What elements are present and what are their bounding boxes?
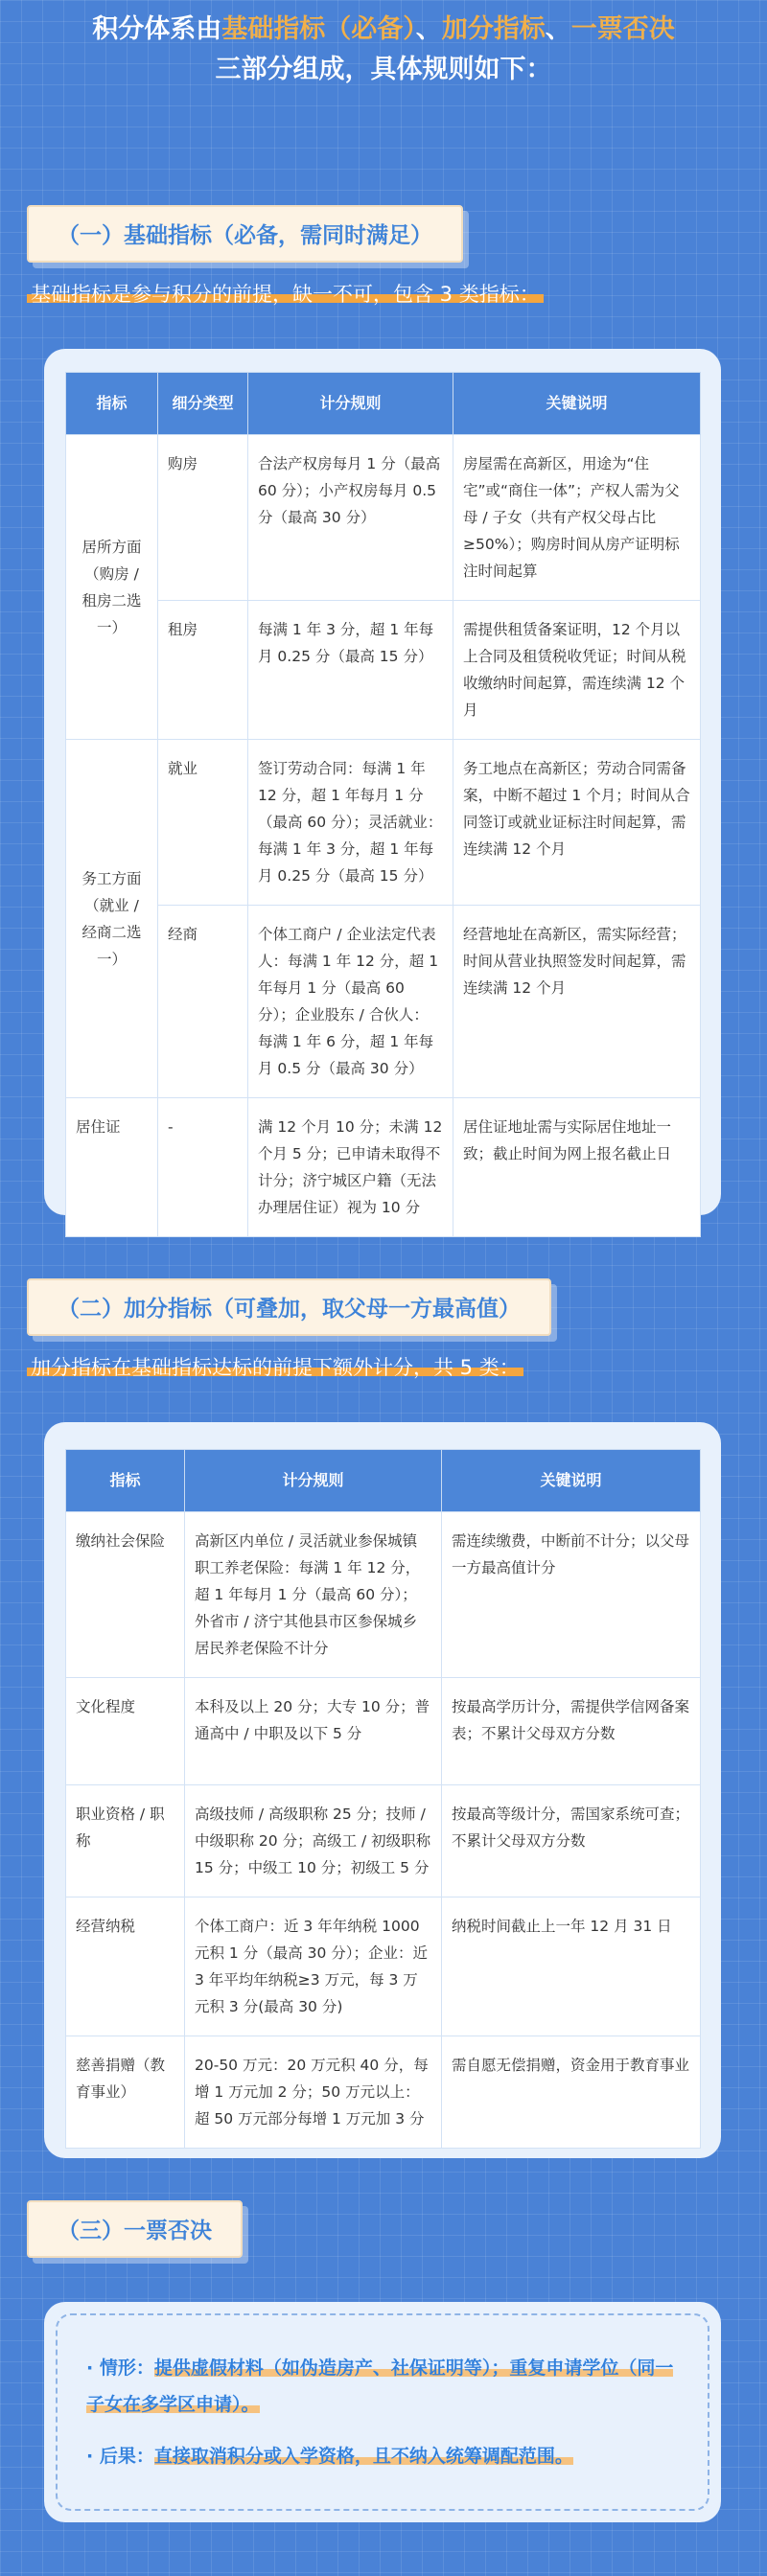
table1-header: 关键说明: [453, 373, 701, 435]
rule-cell: 合法产权房每月 1 分（最高 60 分）；小产权房每月 0.5 分（最高 30 分）: [248, 435, 453, 601]
rule-cell: 每满 1 年 3 分，超 1 年每月 0.25 分（最高 15 分）: [248, 601, 453, 740]
note-cell: 纳税时间截止上一年 12 月 31 日: [442, 1898, 701, 2036]
indicator-cell: 居所方面（购房 / 租房二选一）: [66, 435, 158, 740]
table1-header-row: [66, 373, 701, 435]
veto-item-situation: [86, 2350, 679, 2423]
table1-card: [44, 349, 721, 1215]
veto-card-border: [56, 2313, 709, 2511]
subtype-cell: 租房: [158, 601, 248, 740]
rule-cell: 满 12 个月 10 分；未满 12 个月 5 分；已申请未取得不计分；济宁城区户籍（无法办理居住证）视为 10 分: [248, 1098, 453, 1237]
table-row: [66, 1678, 701, 1785]
section1-desc-text: 基础指标是参与积分的前提，缺一不可，包含 3 类指标：: [27, 283, 544, 306]
table-row: [66, 906, 701, 1098]
note-cell: 需连续缴费，中断前不计分；以父母一方最高值计分: [442, 1512, 701, 1678]
note-cell: 经营地址在高新区，需实际经营；时间从营业执照签发时间起算，需连续满 12 个月: [453, 906, 701, 1098]
table-row: [66, 601, 701, 740]
intro-line-1: [0, 10, 767, 50]
table-row: [66, 1512, 701, 1678]
note-cell: 房屋需在高新区，用途为“住宅”或“商住一体”；产权人需为父母 / 子女（共有产权父母占比≥50%）；购房时间从房产证明标注时间起算: [453, 435, 701, 601]
intro-text: 、: [415, 14, 442, 44]
note-cell: 务工地点在高新区；劳动合同需备案，中断不超过 1 个月；时间从合同签订或就业证标注时间起算，需连续满 12 个月: [453, 740, 701, 906]
section1-desc: [27, 278, 544, 310]
section2-desc-text: 加分指标在基础指标达标的前提下额外计分，共 5 类：: [27, 1356, 523, 1379]
intro-line-2: 三部分组成，具体规则如下：: [215, 55, 552, 84]
rule-cell: 20-50 万元：20 万元积 40 分，每增 1 万元加 2 分；50 万元以上：超 50 万元部分每增 1 万元加 3 分: [185, 2036, 442, 2149]
indicator-cell: 文化程度: [66, 1678, 185, 1785]
intro-heading: [0, 10, 767, 90]
table-row: [66, 2036, 701, 2149]
section2-desc: [27, 1351, 523, 1384]
rule-cell: 签订劳动合同：每满 1 年 12 分，超 1 年每月 1 分（最高 60 分）；灵活就业：每满 1 年 3 分，超 1 年每月 0.25 分（最高 15 分）: [248, 740, 453, 906]
subtype-cell: 购房: [158, 435, 248, 601]
subtype-cell: -: [158, 1098, 248, 1237]
veto-item-consequence: [86, 2438, 679, 2474]
subtype-cell: 经商: [158, 906, 248, 1098]
indicator-cell: 务工方面（就业 / 经商二选一）: [66, 740, 158, 1098]
table2-header-row: [66, 1450, 701, 1512]
intro-highlight-veto: 一票否决: [570, 14, 675, 44]
indicator-cell: 经营纳税: [66, 1898, 185, 2036]
intro-text: 积分体系由: [92, 14, 222, 44]
note-cell: 需提供租赁备案证明，12 个月以上合同及租赁税收凭证；时间从税收缴纳时间起算，需连续满 12 个月: [453, 601, 701, 740]
table2-header: 关键说明: [442, 1450, 701, 1512]
note-cell: 居住证地址需与实际居住地址一致；截止时间为网上报名截止日: [453, 1098, 701, 1237]
indicator-cell: 慈善捐赠（教育事业）: [66, 2036, 185, 2149]
veto-item-key: · 后果：: [86, 2446, 154, 2467]
table-row: [66, 1785, 701, 1898]
indicator-cell: 缴纳社会保险: [66, 1512, 185, 1678]
table1-header: 指标: [66, 373, 158, 435]
table1-header: 细分类型: [158, 373, 248, 435]
intro-highlight-bonus: 加分指标: [441, 14, 546, 44]
bonus-indicator-table: [65, 1449, 701, 2149]
rule-cell: 本科及以上 20 分；大专 10 分；普通高中 / 中职及以下 5 分: [185, 1678, 442, 1785]
table-row: [66, 740, 701, 906]
indicator-cell: 居住证: [66, 1098, 158, 1237]
indicator-cell: 职业资格 / 职称: [66, 1785, 185, 1898]
veto-item-key: · 情形：: [86, 2358, 154, 2379]
basic-indicator-table: [65, 372, 701, 1237]
veto-item-value: 提供虚假材料（如伪造房产、社保证明等）；重复申请学位（同一子女在多学区申请）。: [86, 2358, 674, 2415]
table2-header: 指标: [66, 1450, 185, 1512]
subtype-cell: 就业: [158, 740, 248, 906]
table2-header: 计分规则: [185, 1450, 442, 1512]
note-cell: 按最高学历计分，需提供学信网备案表；不累计父母双方分数: [442, 1678, 701, 1785]
rule-cell: 高级技师 / 高级职称 25 分；技师 / 中级职称 20 分；高级工 / 初级职称 15 分；中级工 10 分；初级工 5 分: [185, 1785, 442, 1898]
rule-cell: 个体工商户 / 企业法定代表人：每满 1 年 12 分，超 1 年每月 1 分（最高 60 分）；企业股东 / 合伙人：每满 1 年 6 分，超 1 年每月 0.5 分（最高 30 分）: [248, 906, 453, 1098]
rule-cell: 高新区内单位 / 灵活就业参保城镇职工养老保险：每满 1 年 12 分，超 1 年每月 1 分（最高 60 分）；外省市 / 济宁其他县市区参保城乡居民养老保险不计分: [185, 1512, 442, 1678]
table1-header: 计分规则: [248, 373, 453, 435]
rule-cell: 个体工商户：近 3 年年纳税 1000 元积 1 分（最高 30 分）；企业：近 3 年平均年纳税≥3 万元，每 3 万元积 3 分(最高 30 分): [185, 1898, 442, 2036]
note-cell: 需自愿无偿捐赠，资金用于教育事业: [442, 2036, 701, 2149]
intro-highlight-basic: 基础指标（必备）: [221, 14, 416, 44]
table-row: [66, 1898, 701, 2036]
table-row: [66, 435, 701, 601]
section3-title: （三）一票否决: [27, 2200, 243, 2258]
note-cell: 按最高等级计分，需国家系统可查；不累计父母双方分数: [442, 1785, 701, 1898]
intro-text: 、: [545, 14, 571, 44]
table2-card: [44, 1422, 721, 2158]
section1-title: （一）基础指标（必备，需同时满足）: [27, 205, 463, 263]
section2-title: （二）加分指标（可叠加，取父母一方最高值）: [27, 1278, 551, 1336]
veto-card: [44, 2302, 721, 2522]
veto-item-value: 直接取消积分或入学资格，且不纳入统筹调配范围。: [153, 2446, 573, 2467]
table-row: [66, 1098, 701, 1237]
